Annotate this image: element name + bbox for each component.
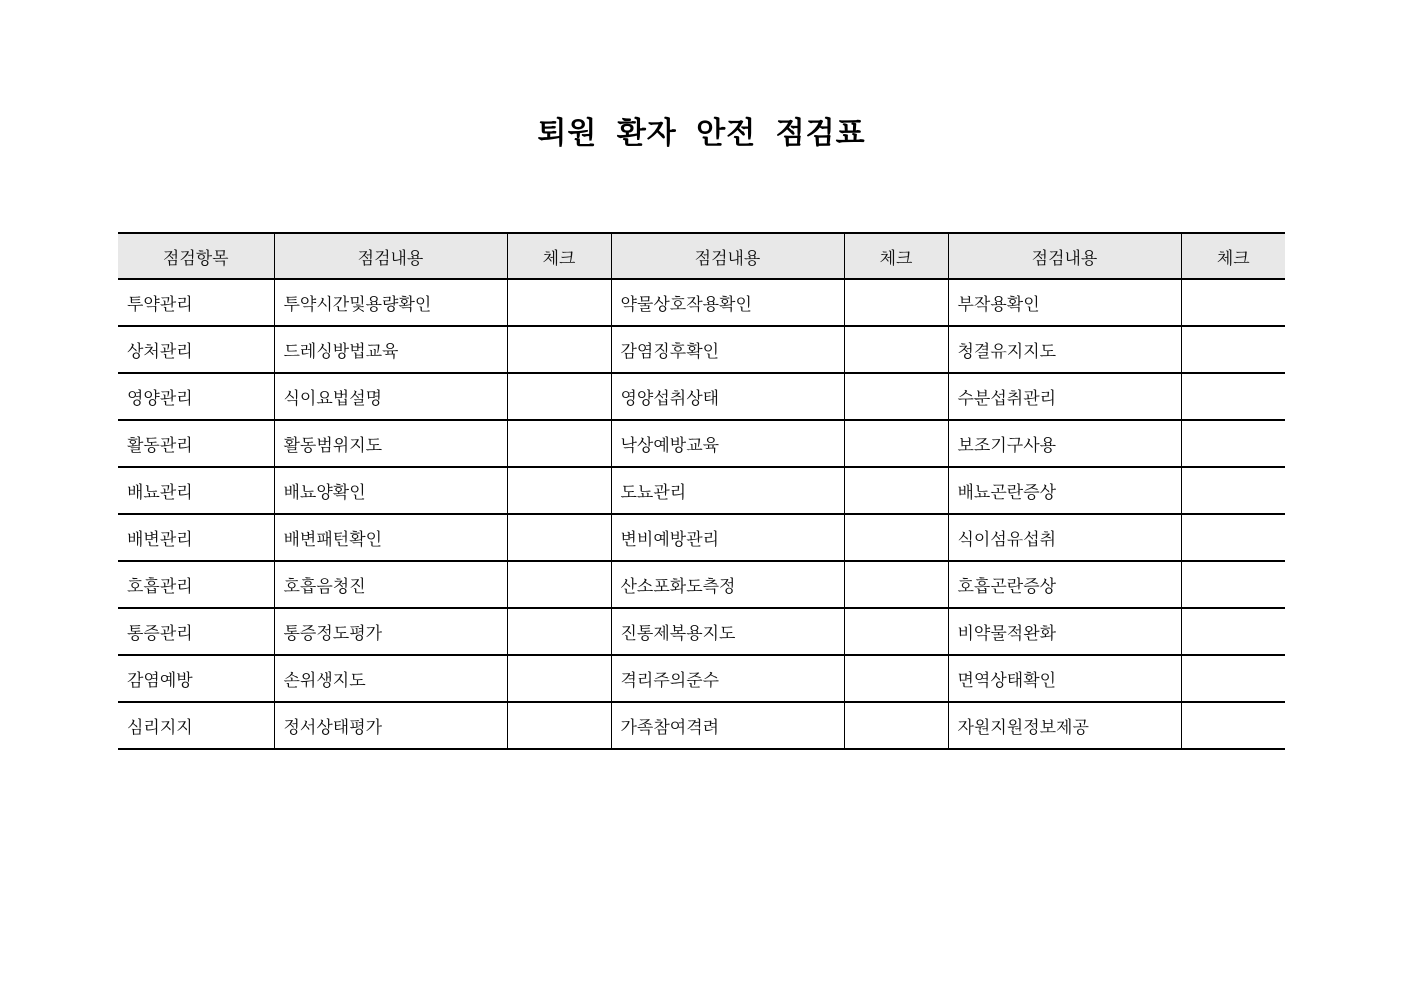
check-box-cell[interactable] — [1181, 279, 1285, 326]
check-box-cell[interactable] — [1181, 561, 1285, 608]
check-box-cell[interactable] — [507, 608, 611, 655]
header-check-3: 체크 — [1181, 233, 1285, 279]
check-box-cell[interactable] — [1181, 420, 1285, 467]
table-row — [118, 655, 1285, 702]
table-row — [118, 702, 1285, 749]
check-content-cell: 배뇨곤란증상 — [948, 467, 1181, 514]
check-box-cell[interactable] — [507, 326, 611, 373]
check-content-cell: 손위생지도 — [274, 655, 507, 702]
check-content-cell: 자원지원정보제공 — [948, 702, 1181, 749]
check-box-cell[interactable] — [1181, 373, 1285, 420]
check-box-cell[interactable] — [844, 326, 948, 373]
check-box-cell[interactable] — [507, 561, 611, 608]
check-item-cell: 감염예방 — [118, 655, 274, 702]
check-content-cell: 배변패턴확인 — [274, 514, 507, 561]
check-box-cell[interactable] — [507, 467, 611, 514]
check-item-cell: 영양관리 — [118, 373, 274, 420]
check-content-cell: 부작용확인 — [948, 279, 1181, 326]
check-content-cell: 호흡음청진 — [274, 561, 507, 608]
check-content-cell: 통증정도평가 — [274, 608, 507, 655]
header-check-content-3: 점검내용 — [948, 233, 1181, 279]
check-content-cell: 수분섭취관리 — [948, 373, 1181, 420]
table-row — [118, 373, 1285, 420]
check-item-cell: 배뇨관리 — [118, 467, 274, 514]
check-box-cell[interactable] — [1181, 608, 1285, 655]
page-title: 퇴원 환자 안전 점검표 — [537, 116, 866, 151]
check-box-cell[interactable] — [507, 420, 611, 467]
check-box-cell[interactable] — [844, 561, 948, 608]
check-box-cell[interactable] — [507, 514, 611, 561]
check-content-cell: 비약물적완화 — [948, 608, 1181, 655]
table-row — [118, 467, 1285, 514]
check-box-cell[interactable] — [507, 655, 611, 702]
check-box-cell[interactable] — [844, 420, 948, 467]
check-item-cell: 배변관리 — [118, 514, 274, 561]
check-content-cell: 감염징후확인 — [611, 326, 844, 373]
table-row — [118, 420, 1285, 467]
check-box-cell[interactable] — [844, 373, 948, 420]
check-content-cell: 약물상호작용확인 — [611, 279, 844, 326]
table-row — [118, 326, 1285, 373]
check-content-cell: 청결유지지도 — [948, 326, 1181, 373]
check-content-cell: 산소포화도측정 — [611, 561, 844, 608]
table-header-row — [118, 233, 1285, 279]
check-item-cell: 호흡관리 — [118, 561, 274, 608]
check-box-cell[interactable] — [844, 608, 948, 655]
discharge-safety-checklist-table — [118, 232, 1285, 750]
check-content-cell: 도뇨관리 — [611, 467, 844, 514]
table-row — [118, 514, 1285, 561]
check-box-cell[interactable] — [1181, 655, 1285, 702]
check-box-cell[interactable] — [1181, 702, 1285, 749]
check-content-cell: 영양섭취상태 — [611, 373, 844, 420]
check-content-cell: 낙상예방교육 — [611, 420, 844, 467]
check-content-cell: 진통제복용지도 — [611, 608, 844, 655]
check-box-cell[interactable] — [1181, 326, 1285, 373]
check-box-cell[interactable] — [507, 702, 611, 749]
check-box-cell[interactable] — [844, 655, 948, 702]
check-content-cell: 호흡곤란증상 — [948, 561, 1181, 608]
check-box-cell[interactable] — [1181, 514, 1285, 561]
check-content-cell: 변비예방관리 — [611, 514, 844, 561]
table-row — [118, 561, 1285, 608]
check-box-cell[interactable] — [844, 279, 948, 326]
check-item-cell: 심리지지 — [118, 702, 274, 749]
check-content-cell: 배뇨양확인 — [274, 467, 507, 514]
check-box-cell[interactable] — [844, 467, 948, 514]
check-content-cell: 식이요법설명 — [274, 373, 507, 420]
header-check-content-2: 점검내용 — [611, 233, 844, 279]
check-box-cell[interactable] — [507, 279, 611, 326]
check-content-cell: 면역상태확인 — [948, 655, 1181, 702]
header-check-content-1: 점검내용 — [274, 233, 507, 279]
check-content-cell: 보조기구사용 — [948, 420, 1181, 467]
check-content-cell: 가족참여격려 — [611, 702, 844, 749]
check-box-cell[interactable] — [844, 702, 948, 749]
check-content-cell: 투약시간및용량확인 — [274, 279, 507, 326]
check-item-cell: 상처관리 — [118, 326, 274, 373]
header-check-item: 점검항목 — [118, 233, 274, 279]
check-content-cell: 활동범위지도 — [274, 420, 507, 467]
table-row — [118, 608, 1285, 655]
check-content-cell: 격리주의준수 — [611, 655, 844, 702]
check-item-cell: 투약관리 — [118, 279, 274, 326]
check-box-cell[interactable] — [1181, 467, 1285, 514]
header-check-1: 체크 — [507, 233, 611, 279]
check-content-cell: 정서상태평가 — [274, 702, 507, 749]
header-check-2: 체크 — [844, 233, 948, 279]
check-box-cell[interactable] — [507, 373, 611, 420]
check-box-cell[interactable] — [844, 514, 948, 561]
check-item-cell: 활동관리 — [118, 420, 274, 467]
check-content-cell: 식이섬유섭취 — [948, 514, 1181, 561]
check-content-cell: 드레싱방법교육 — [274, 326, 507, 373]
table-row — [118, 279, 1285, 326]
check-item-cell: 통증관리 — [118, 608, 274, 655]
